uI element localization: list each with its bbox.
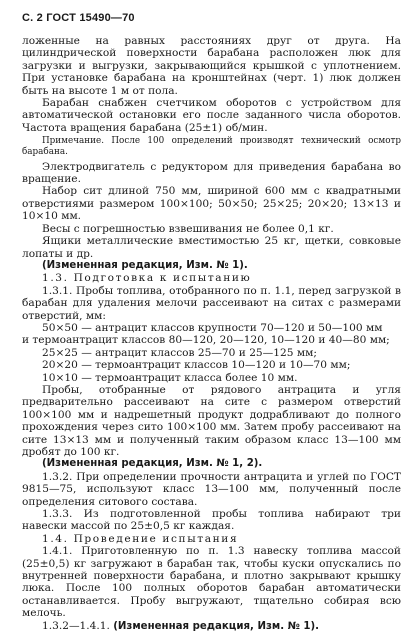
section-heading-1-3: 1.3. Подготовка к испытанию xyxy=(42,272,252,285)
edition-note-1: (Измененная редакция, Изм. № 1). xyxy=(42,259,248,271)
list-item-sieve-50-cont: и термоантрацит классов 80—120, 20—120, 10—120 и 40—80 мм; xyxy=(22,334,390,347)
paragraph-scales: Весы с погрешностью взвешивания не более 0,1 кг. xyxy=(42,222,334,235)
page-header: С. 2 ГОСТ 15490—70 xyxy=(22,12,135,24)
paragraph-boxes: Ящики металлические вместимостью 25 кг, щетки, совковые лопаты и др. xyxy=(22,235,401,260)
paragraph-sieves: Набор сит длиной 750 мм, шириной 600 мм с квадратными отверстиями размером 100×100; 50×50; 25×25; 20×20; 13×13 и 10×10 мм. xyxy=(22,185,401,223)
section-heading-1-4: 1.4. Проведение испытания xyxy=(42,532,239,545)
paragraph-counter: Барабан снабжен счетчиком оборотов с устройством для автоматической остановки его после заданного числа оборотов. Частота вращения барабана (25±1) об/мин. xyxy=(22,97,401,134)
paragraph-drum-hatch: ложенные на равных расстояниях друг от друга. На цилиндрической поверхности барабана расположен люк для загрузки и выгрузки, закрывающийся крышкой с уплотнением. При установке барабана на кронштейнах (черт. 1) люк должен быть на высоте 1 м от пола. xyxy=(22,35,401,97)
edition-note-2: (Измененная редакция, Изм. № 1, 2). xyxy=(42,458,263,470)
list-item-sieve-50: 50×50 — антрацит классов крупности 70—120 и 50—100 мм xyxy=(42,321,383,334)
list-item-sieve-10: 10×10 — термоантрацит класса более 10 мм. xyxy=(42,371,298,384)
paragraph-1-3-2: 1.3.2. При определении прочности антрацита и углей по ГОСТ 9815—75, используют класс 13—100 мм, полученный после определения ситового состава. xyxy=(22,470,401,508)
paragraph-1-3-3: 1.3.3. Из подготовленной пробы топлива набирают три навески массой по 25±0,5 кг каждая. xyxy=(22,508,401,533)
paragraph-1-3-1: 1.3.1. Пробы топлива, отобранного по п. 1.1, перед загрузкой в барабан для удаления мелочи рассеивают на ситах с размерами отверстий, мм: xyxy=(22,284,401,322)
note-inspection: Примечание. После 100 определений производят технический осмотр барабана. xyxy=(22,136,401,158)
paragraph-1-4-1: 1.4.1. Приготовленную по п. 1.3 навеску топлива массой (25±0,5) кг загружают в барабан так, чтобы куски опускались по внутренней поверхности барабана, и плотно закрывают крышку люка. После 100 полных оборотов барабан автоматически останавливается. Пробу выгружают, тщательно собирая всю мелочь. xyxy=(22,545,401,620)
list-item-sieve-20: 20×20 — термоантрацит классов 10—120 и 10—70 мм; xyxy=(42,359,351,372)
paragraph-motor: Электродвигатель с редуктором для приведения барабана во вращение. xyxy=(22,160,401,186)
edition-note-3 xyxy=(22,620,401,633)
list-item-sieve-25: 25×25 — антрацит классов 25—70 и 25—125 мм; xyxy=(42,346,317,359)
paragraph-ordinary-anthracite: Пробы, отобранные от рядового антрацита и угля предварительно рассеивают на сите с размером отверстий 100×100 мм и надрешетный продукт додрабливают до полного прохождения через сито 100×100 мм. Затем пробу рассеивают на сите 13×13 мм и полученный таким образом класс 13—100 мм дробят до 100 кг. xyxy=(22,383,401,458)
edition-note-3-text: (Измененная редакция, Изм. № 1). xyxy=(113,620,320,632)
edition-note-3-prefix: 1.3.2—1.4.1. xyxy=(42,619,114,632)
